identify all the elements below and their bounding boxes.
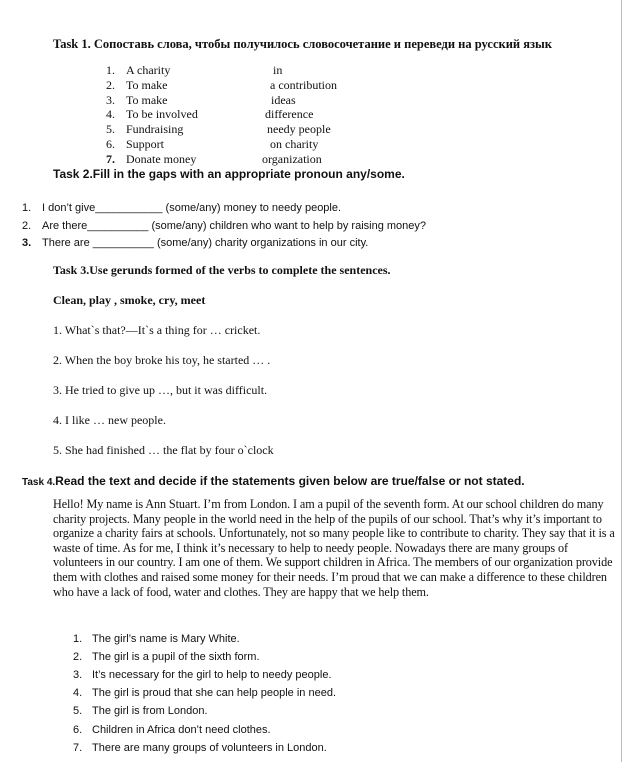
task4-label: Task 4. [22, 477, 56, 488]
task4-statement-text: It’s necessary for the girl to help to needy people. [92, 669, 332, 682]
task1-item-number: 6. [106, 137, 115, 151]
task1-item-right: a contribution [270, 77, 337, 92]
task2-item-number: 2. [22, 219, 32, 232]
task4-statement-text: The girl is proud that she can help people in need. [92, 687, 336, 700]
task1-item-right: difference [265, 107, 314, 122]
task3-sentence: 3. He tried to give up …, but it was difficult. [53, 383, 268, 397]
task1-item-left: To make [126, 77, 168, 92]
task1-item-left: To make [126, 92, 168, 107]
task3-verbs: Clean, play , smoke, cry, meet [53, 293, 206, 307]
task1-item-left: Donate money [126, 151, 197, 166]
task1-item-left: A charity [126, 63, 171, 77]
task2-item-number: 1. [22, 202, 32, 214]
task1-item-number: 3. [106, 92, 115, 107]
task4-text: Hello! My name is Ann Stuart. I’m from London. I am a pupil of the seventh form. At our school children do many charity projects. Many people in the world need in the help of the pupils of our school. That’s why it’s important to organize a charity fairs at schools. Unfortunately, not so many people like to contribute to charity. They say that it is a waste of time. As for me, I think it’s necessary to help to needy people. Nowadays there are many groups of volunteers in our country. I am one of them. We support children in Africa. The members of our organization provide them with clothes and raised some money for their needs. I’m proud that we can make a difference to these children who have a lack of food, water and clothes. They are happy that we help them. [53, 497, 615, 599]
task4-statement-text: Children in Africa don’t need clothes. [92, 723, 271, 736]
task3-sentence: 5. She had finished … the flat by four o`clock [53, 443, 274, 457]
task4-statement-number: 4. [73, 687, 83, 700]
task1-item-left: Fundraising [126, 122, 184, 137]
task2-item-number: 3. [22, 237, 32, 250]
task4-statement-number: 5. [73, 705, 83, 718]
task1-item-number: 2. [106, 77, 115, 92]
task4-statement-number: 2. [73, 651, 83, 664]
page-edge-line [621, 0, 622, 762]
task1-title: Task 1. Сопоставь слова, чтобы получилось словосочетание и переведи на русский язык [53, 37, 552, 51]
task2-item-text: There are __________ (some/any) charity organizations in our city. [42, 237, 369, 250]
task1-item-right: needy people [267, 122, 331, 137]
task1-item-right: organization [262, 151, 322, 166]
task1-item-left: Support [126, 137, 165, 151]
task4-heading [22, 474, 525, 488]
task1-item-right: ideas [271, 92, 296, 107]
task2-item-text: Are there__________ (some/any) children who want to help by raising money? [42, 219, 427, 232]
task2-title: Task 2.Fill in the gaps with an appropriate pronoun any/some. [53, 167, 405, 181]
task4-statement-text: The girl is a pupil of the sixth form. [92, 651, 260, 664]
task2-item-text: I don’t give___________ (some/any) money to needy people. [42, 202, 342, 214]
task4-statement-number: 6. [73, 723, 83, 736]
task1-item-right: on charity [270, 137, 319, 151]
task4-statement-text: The girl’s name is Mary White. [92, 633, 240, 645]
task4-statement-number: 1. [73, 633, 83, 645]
task1-item-number: 4. [106, 107, 115, 122]
task1-item-number: 7. [106, 151, 115, 166]
task3-sentence: 1. What`s that?—It`s a thing for … cricket. [53, 323, 261, 337]
task1-item-number: 1. [106, 63, 115, 77]
task4-statement-text: The girl is from London. [92, 705, 208, 718]
task3-title: Task 3.Use gerunds formed of the verbs to complete the sentences. [53, 263, 391, 277]
task4-statement-number: 7. [73, 741, 83, 754]
task3-sentence: 2. When the boy broke his toy, he started … . [53, 353, 271, 367]
task4-statement-text: There are many groups of volunteers in London. [92, 741, 327, 754]
task1-item-right: in [273, 63, 283, 77]
task4-statement-number: 3. [73, 669, 83, 682]
task3-sentence: 4. I like … new people. [53, 413, 166, 427]
task1-item-left: To be involved [126, 107, 198, 122]
task4-title: Read the text and decide if the statements given below are true/false or not stated. [55, 474, 525, 488]
task1-item-number: 5. [106, 122, 115, 137]
